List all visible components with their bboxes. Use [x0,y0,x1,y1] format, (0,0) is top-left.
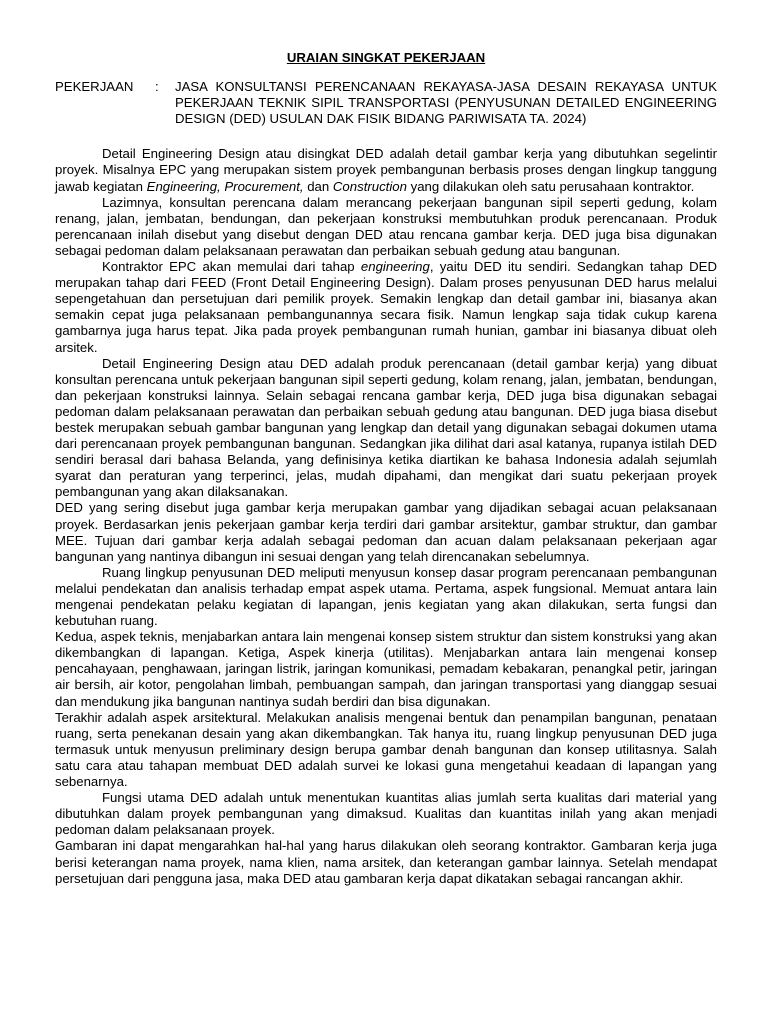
paragraph-8: Terakhir adalah aspek arsitektural. Melakukan analisis mengenai bentuk dan penampilan bangunan, penataan ruang, serta penekanan desain yang akan dikembangkan. Tak hanya itu, ruang lingkup penyusunan DED juga termasuk untuk menyusun preliminary design berupa gambar denah bangunan dan konsep utilitasnya. Salah satu cara atau tahapan membuat DED adalah survei ke lokasi guna mengetahui keadaan di lapangan yang sebenarnya. [55,709,717,790]
paragraph-1 [55,146,717,194]
paragraph-1-text-d: yang dilakukan oleh satu perusahaan kontraktor. [406,178,695,194]
paragraph-4: Detail Engineering Design atau DED adalah produk perencanaan (detail gambar kerja) yang dibuat konsultan perencana untuk pekerjaan bangunan sipil seperti gedung, kolam renang, jalan, jembatan, bendungan, dan pekerjaan konstruksi lainnya. Selain sebagai rencana gambar kerja, DED juga bisa digunakan sebagai pedoman dalam pelaksanaan perawatan dan perbaikan sebuah gedung atau bangunan. DED juga biasa disebut bestek merupakan sebuah gambar bangunan yang lengkap dan detail yang digunakan sebagai dokumen utama dari perencanaan proyek pembangunan bangunan. Sedangkan jika dilihat dari asal katanya, rupanya istilah DED sendiri berasal dari bahasa Belanda, yang definisinya ketika diartikan ke bahasa Indonesia adalah sejumlah syarat dan peraturan yang terperinci, jelas, mudah dipahami, dan mengikat dari suatu pekerjaan proyek pembangunan yang akan dilaksanakan. [55,355,717,500]
paragraph-3-text-a: Kontraktor EPC akan memulai dari tahap [102,259,361,275]
paragraph-3 [55,259,717,356]
paragraph-1-text-a: Detail Engineering Design atau disingkat DED adalah detail gambar kerja yang dibutuhkan segelintir proyek. Misalnya EPC yang merupakan sistem proyek pembangunan berbasis proses dengan lingkup tanggung jawab kegiatan [55,146,717,194]
term-construction: Construction [332,178,407,194]
paragraph-10: Gambaran ini dapat mengarahkan hal-hal yang harus dilakukan oleh seorang kontraktor. Gambaran kerja juga berisi keterangan nama proyek, nama klien, nama arsitek, dan keterangan gambar lainnya. Setelah mendapat persetujuan dari pengguna jasa, maka DED atau gambaran kerja dapat dikatakan sebagai rancangan akhir. [55,838,717,886]
job-row [55,79,717,127]
document-page [55,50,717,887]
document-title: URAIAN SINGKAT PEKERJAAN [286,50,486,65]
term-engineering-lower: engineering [360,259,430,275]
term-engineering: Engineering, [146,178,221,194]
paragraph-1-text-c: dan [303,178,333,194]
paragraph-3-text-b: , yaitu DED itu sendiri. Sedangkan tahap DED merupakan tahap dari FEED (Front Detail Engineering Design). Dalam proses penyusunan DED harus melalui sepengetahuan dan persetujuan dari pemilik proyek. Semakin lengkap dan detail gambar ini, biasanya akan semakin cepat juga pelaksanaan pembangunannya secara fisik. Namun lengkap saja tidak cukup karena gambarnya juga harus tepat. Jika pada proyek pembangunan rumah hunian, gambar ini biasanya dibuat oleh arsitek. [55,259,717,355]
paragraph-5: DED yang sering disebut juga gambar kerja merupakan gambar yang dijadikan sebagai acuan pelaksanaan proyek. Berdasarkan jenis pekerjaan gambar kerja terdiri dari gambar arsitektur, gambar struktur, dan gambar MEE. Tujuan dari gambar kerja adalah sebagai pedoman dan acuan dalam pelaksanaan pekerjaan agar bangunan yang nantinya dibangun ini sesuai dengan yang telah direncanakan sebelumnya. [55,500,717,564]
paragraph-7: Kedua, aspek teknis, menjabarkan antara lain mengenai konsep sistem struktur dan sistem konstruksi yang akan dikembangkan di lapangan. Ketiga, Aspek kinerja (utilitas). Menjabarkan antara lain mengenai konsep pencahayaan, penghawaan, jaringan listrik, jaringan komunikasi, pemadam kebakaran, penangkal petir, jaringan air bersih, air kotor, pengolahan limbah, pembuangan sampah, dan jaringan transportasi yang dianggap sesuai dan mendukung jika bangunan nantinya sudah berdiri dan bisa digunakan. [55,629,717,709]
term-procurement: Procurement, [224,178,304,194]
job-label: PEKERJAAN [55,79,134,95]
paragraph-9: Fungsi utama DED adalah untuk menentukan kuantitas alias jumlah serta kualitas dari material yang dibutuhkan dalam proyek pembangunan yang dimaksud. Kualitas dan kuantitas inilah yang akan menjadi pedoman dalam pelaksanaan proyek. [55,790,717,838]
job-colon: : [155,79,159,95]
job-description: JASA KONSULTANSI PERENCANAAN REKAYASA-JASA DESAIN REKAYASA UNTUK PEKERJAAN TEKNIK SIPIL TRANSPORTASI (PENYUSUNAN DETAILED ENGINEERING DESIGN (DED) USULAN DAK FISIK BIDANG PARIWISATA TA. 2024) [175,79,717,127]
paragraph-6: Ruang lingkup penyusunan DED meliputi menyusun konsep dasar program perencanaan pembangunan melalui pendekatan dan analisis terhadap empat aspek utama. Pertama, aspek fungsional. Memuat antara lain mengenai pendekatan pelaku kegiatan di lapangan, jenis kegiatan yang akan dilakukan, serta fungsi dan kebutuhan ruang. [55,564,717,629]
paragraph-2: Lazimnya, konsultan perencana dalam merancang pekerjaan bangunan sipil seperti gedung, kolam renang, jalan, jembatan, bendungan, dan pekerjaan konstruksi membutuhkan produk perencanaan. Produk perencanaan inilah disebut yang disebut dengan DED atau rencana gambar kerja. DED juga bisa digunakan sebagai pedoman dalam pelaksanaan perawatan dan perbaikan sebuah gedung atau bangunan. [55,194,717,258]
